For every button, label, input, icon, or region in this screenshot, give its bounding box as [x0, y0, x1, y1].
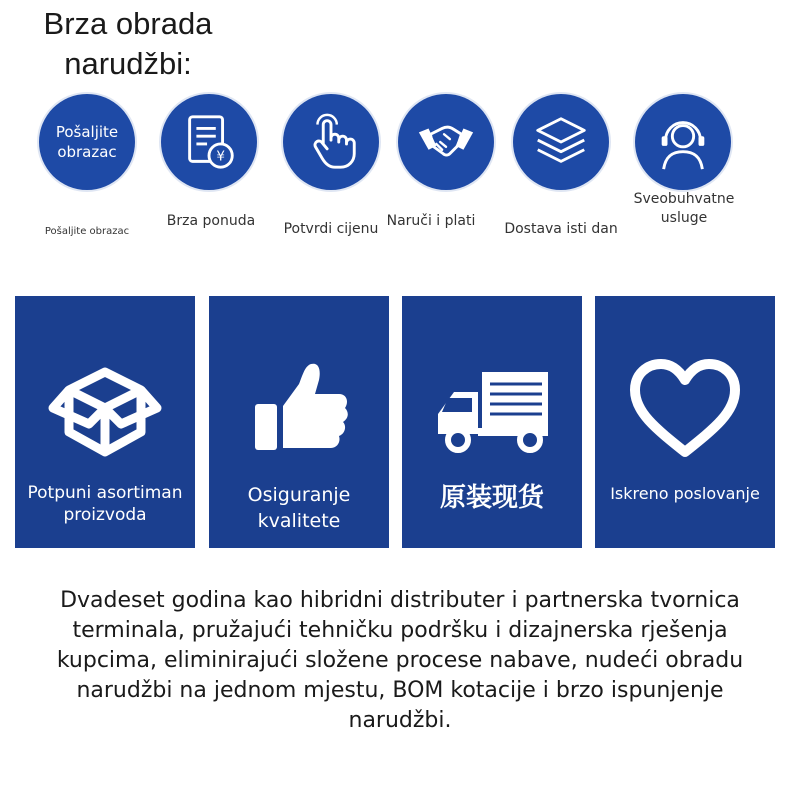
step-circle-text: Pošaljite obrazac — [55, 123, 119, 161]
feature-label: Potpuni asortiman proizvoda — [27, 483, 183, 525]
order-process-steps — [0, 0, 800, 270]
feature-honest-business — [595, 296, 775, 548]
feature-label: Iskreno poslovanje — [610, 484, 760, 503]
customer-service-icon — [652, 111, 714, 173]
step-label-confirm-price: Potvrdi cijenu — [283, 221, 379, 237]
step-label-same-day-delivery: Dostava isti dan — [504, 221, 618, 237]
delivery-truck-icon — [432, 354, 552, 464]
heart-icon — [625, 354, 745, 464]
feature-quality-assurance — [209, 296, 389, 548]
step-confirm-price[interactable] — [283, 94, 379, 190]
step-label-full-service: Sveobuhvatne usluge — [633, 191, 735, 226]
layers-icon — [530, 111, 592, 173]
svg-text:¥: ¥ — [216, 148, 225, 165]
step-label-order-pay: Naruči i plati — [386, 213, 476, 229]
step-full-service[interactable] — [635, 94, 731, 190]
feature-original-stock — [402, 296, 582, 548]
step-label-submit-form: Pošaljite obrazac — [44, 226, 130, 237]
step-quick-quote[interactable] — [161, 94, 257, 190]
feature-label: Osiguranje kvalitete — [247, 484, 351, 532]
company-description: Dvadeset godina kao hibridni distributer i partnerska tvornica terminala, pružajući tehničku podršku i dizajnerska rješenja kupcima, eliminirajući složene procese nabave, nudeći obradu narudžbi na jednom mjestu, BOM kotacije i brzo ispunjenje narudžbi. — [56, 588, 744, 733]
step-submit-form[interactable] — [39, 94, 135, 190]
step-order-pay[interactable] — [398, 94, 494, 190]
thumbs-up-icon — [239, 354, 359, 464]
tap-hand-icon — [300, 111, 362, 173]
feature-full-range — [15, 296, 195, 548]
open-box-icon — [45, 354, 165, 464]
step-same-day-delivery[interactable] — [513, 94, 609, 190]
handshake-icon — [415, 111, 477, 173]
page-title: Brza obrada narudžbi: — [43, 6, 213, 81]
feature-label: 原装现货 — [439, 483, 544, 513]
quote-document-icon — [178, 111, 240, 173]
step-label-quick-quote: Brza ponuda — [166, 213, 256, 229]
